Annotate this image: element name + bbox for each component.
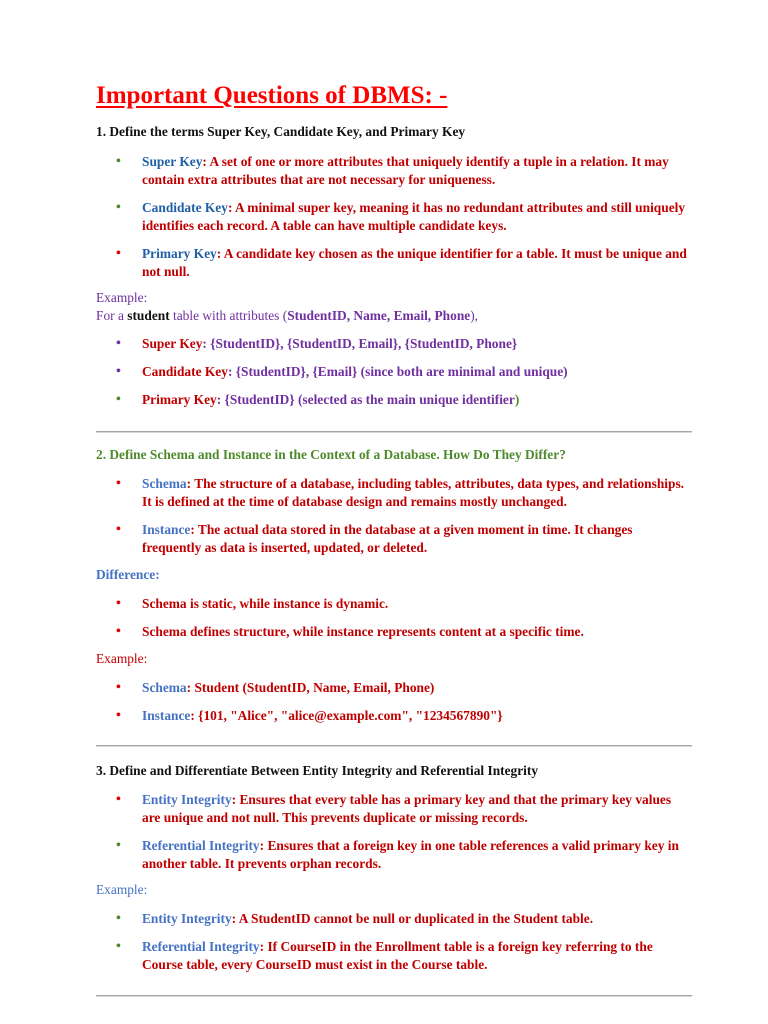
- term-candidate-key: Candidate Key: [142, 200, 228, 215]
- term-super-key: Super Key: [142, 336, 203, 351]
- example-emphasis: CourseID: [280, 939, 337, 954]
- definition-emphasis: foreign key in one table references a valid primary key in another table: [142, 838, 679, 871]
- intro-text: table with attributes (: [169, 308, 288, 323]
- q3-examples-list: [0, 910, 692, 974]
- definition-text: : A set of one or more attributes that uniquely identify a tuple in a relation. It may contain extra attributes that are not necessary for uniqueness.: [142, 154, 669, 187]
- diff-text: , while instance represents: [286, 624, 440, 639]
- example-text: in the: [336, 939, 376, 954]
- bullet-icon: •: [116, 792, 121, 807]
- example-intro: [96, 308, 478, 324]
- bullet-icon: •: [116, 939, 121, 954]
- definition-emphasis: primary key: [414, 792, 486, 807]
- term-instance: Instance: [142, 522, 191, 537]
- document-title: Important Questions of DBMS: -: [96, 82, 448, 109]
- definition-text: : Ensures that a: [259, 838, 354, 853]
- bullet-icon: •: [116, 246, 121, 261]
- definition-text: and that the primary key values are: [142, 792, 672, 825]
- diff-dynamic: dynamic: [335, 596, 385, 611]
- list-item: [0, 153, 692, 189]
- diff-text: Schema is: [142, 596, 203, 611]
- definition-emphasis: unique and not null: [163, 810, 276, 825]
- bullet-icon: •: [116, 154, 121, 169]
- example-label: Example:: [96, 651, 148, 666]
- bullet-icon: •: [116, 624, 121, 639]
- example-text: table, every CourseID must exist in the Course table.: [182, 957, 488, 972]
- diff-static: static: [202, 596, 233, 611]
- example-text: : {StudentID}, {Email} (since both are minimal and unique): [227, 364, 568, 379]
- q2-differences-list: [0, 595, 584, 641]
- example-emphasis: Course: [142, 957, 183, 972]
- list-item: [0, 910, 692, 928]
- bullet-icon: •: [116, 336, 121, 351]
- example-text: cannot be null or duplicated in the: [310, 911, 514, 926]
- example-text: : {StudentID} (selected as the main unique identifier: [216, 392, 515, 407]
- diff-structure: structure: [233, 624, 287, 639]
- list-item: [0, 707, 503, 725]
- list-item: [0, 245, 692, 281]
- intro-student: student: [127, 308, 170, 323]
- bullet-icon: •: [116, 596, 121, 611]
- divider: [96, 431, 692, 433]
- term-referential-integrity: Referential Integrity: [142, 838, 260, 853]
- q2-definitions-list: [0, 475, 692, 557]
- bullet-icon: •: [116, 708, 121, 723]
- example-label: Example:: [96, 882, 148, 897]
- bullet-icon: •: [116, 522, 121, 537]
- diff-content: content: [439, 624, 482, 639]
- term-schema: Schema: [142, 476, 187, 491]
- bullet-icon: •: [116, 838, 121, 853]
- term-entity-integrity: Entity Integrity: [142, 911, 232, 926]
- example-text: : A: [231, 911, 251, 926]
- q2-examples-list: [0, 679, 503, 725]
- example-label: Example:: [96, 290, 148, 305]
- term-referential-integrity: Referential Integrity: [142, 939, 260, 954]
- bullet-icon: •: [116, 911, 121, 926]
- term-super-key: Super Key: [142, 154, 203, 169]
- q1-definitions-list: [0, 153, 692, 281]
- definition-text: : A candidate key chosen as the unique identifier for a table. It must be unique and not null.: [142, 246, 687, 279]
- list-item: [0, 391, 692, 409]
- bullet-icon: •: [116, 680, 121, 695]
- list-item: [0, 595, 584, 613]
- term-candidate-key: Candidate Key: [142, 364, 228, 379]
- bullet-icon: •: [116, 200, 121, 215]
- q1-examples-list: [0, 335, 692, 409]
- example-text: table.: [558, 911, 594, 926]
- list-item: [0, 475, 692, 511]
- question-1-heading: 1. Define the terms Super Key, Candidate Key, and Primary Key: [96, 124, 466, 139]
- definition-text: : A minimal super key, meaning it has no redundant attributes and still uniquely identifies each record. A table can have multiple candidate keys.: [142, 200, 686, 233]
- list-item: [0, 623, 584, 641]
- list-item: [0, 938, 692, 974]
- example-text: : {StudentID}, {StudentID, Email}, {StudentID, Phone}: [202, 336, 518, 351]
- term-entity-integrity: Entity Integrity: [142, 792, 232, 807]
- example-close: ): [514, 392, 520, 407]
- definition-text: . It prevents orphan records.: [218, 856, 382, 871]
- example-emphasis: Student: [513, 911, 559, 926]
- list-item: [0, 837, 692, 873]
- term-primary-key: Primary Key: [142, 246, 217, 261]
- definition-text: : Ensures that every table has a: [231, 792, 415, 807]
- list-item: [0, 521, 692, 557]
- term-instance: Instance: [142, 708, 191, 723]
- q3-definitions-list: [0, 791, 692, 873]
- example-emphasis: Enrollment: [375, 939, 441, 954]
- example-emphasis: StudentID: [251, 911, 311, 926]
- intro-text: ),: [470, 308, 479, 323]
- list-item: [0, 363, 692, 381]
- bullet-icon: •: [116, 364, 121, 379]
- definition-text: . This prevents duplicate or missing records.: [275, 810, 528, 825]
- diff-text: at a specific time.: [481, 624, 584, 639]
- definition-text: : The actual data stored in the database at a given moment in time. It changes frequently as data is inserted, updated, or deleted.: [142, 522, 633, 555]
- term-primary-key: Primary Key: [142, 392, 217, 407]
- example-text: : If: [259, 939, 281, 954]
- example-text: table is a foreign key referring to the: [440, 939, 653, 954]
- difference-label: Difference:: [96, 567, 160, 582]
- example-text: : {101, "Alice", "alice@example.com", "1234567890"}: [190, 708, 503, 723]
- divider: [96, 995, 692, 997]
- question-3-heading: 3. Define and Differentiate Between Entity Integrity and Referential Integrity: [96, 763, 539, 778]
- list-item: [0, 791, 692, 827]
- diff-text: Schema defines: [142, 624, 234, 639]
- list-item: [0, 335, 692, 353]
- divider: [96, 745, 692, 747]
- term-schema: Schema: [142, 680, 187, 695]
- diff-text: .: [384, 596, 389, 611]
- diff-text: , while instance is: [232, 596, 336, 611]
- list-item: [0, 199, 692, 235]
- intro-attributes: StudentID, Name, Email, Phone: [287, 308, 471, 323]
- bullet-icon: •: [116, 392, 121, 407]
- example-text: : Student (StudentID, Name, Email, Phone): [186, 680, 435, 695]
- definition-text: : The structure of a database, including tables, attributes, data types, and relationships. It is defined at the time of database design and remains mostly unchanged.: [142, 476, 685, 509]
- question-2-heading: 2. Define Schema and Instance in the Context of a Database. How Do They Differ?: [96, 447, 566, 462]
- intro-text: For a: [96, 308, 128, 323]
- bullet-icon: •: [116, 476, 121, 491]
- list-item: [0, 679, 503, 697]
